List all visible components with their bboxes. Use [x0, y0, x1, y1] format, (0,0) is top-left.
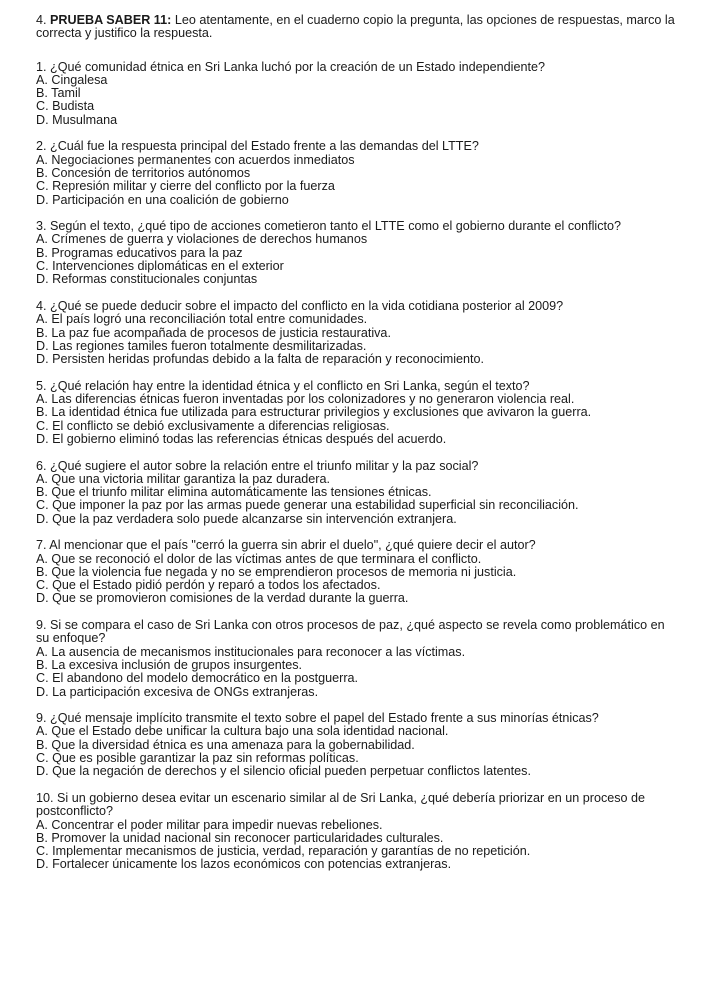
answer-option: A. La ausencia de mecanismos institucionales para reconocer a las víctimas.	[36, 644, 466, 659]
question-block	[36, 792, 676, 872]
answer-option: C. Budista	[36, 99, 95, 114]
answer-option: B. Promover la unidad nacional sin reconocer particularidades culturales.	[36, 830, 444, 845]
answer-option: B. Concesión de territorios autónomos	[36, 165, 251, 180]
question-block	[36, 380, 676, 446]
answer-option: D. Participación en una coalición de gobierno	[36, 192, 289, 207]
answer-option: D. La participación excesiva de ONGs extranjeras.	[36, 684, 319, 699]
question-text: 9. Si se compara el caso de Sri Lanka con otros procesos de paz, ¿qué aspecto se revela como problemático en su enfoque?	[36, 618, 665, 646]
answer-option: A. Concentrar el poder militar para impedir nuevas rebeliones.	[36, 817, 383, 832]
answer-option: B. Que la violencia fue negada y no se emprendieron procesos de memoria ni justicia.	[36, 564, 517, 579]
answer-option: C. Que el Estado pidió perdón y reparó a todos los afectados.	[36, 578, 381, 593]
question-text: 3. Según el texto, ¿qué tipo de acciones cometieron tanto el LTTE como el gobierno durante el conflicto?	[36, 219, 622, 234]
question-text: 5. ¿Qué relación hay entre la identidad étnica y el conflicto en Sri Lanka, según el texto?	[36, 378, 530, 393]
question-text: 9. ¿Qué mensaje implícito transmite el texto sobre el papel del Estado frente a sus minorías étnicas?	[36, 711, 599, 726]
section-number: 4.	[36, 13, 47, 27]
answer-option: D. Que la paz verdadera solo puede alcanzarse sin intervención extranjera.	[36, 511, 457, 526]
question-text: 2. ¿Cuál fue la respuesta principal del Estado frente a las demandas del LTTE?	[36, 139, 479, 154]
answer-option: D. El gobierno eliminó todas las referencias étnicas después del acuerdo.	[36, 431, 447, 446]
question-block	[36, 539, 676, 605]
answer-option: C. Intervenciones diplomáticas en el exterior	[36, 259, 284, 274]
question-list	[36, 61, 676, 872]
answer-option: C. Que imponer la paz por las armas puede generar una estabilidad superficial sin reconciliación.	[36, 498, 579, 513]
answer-option: C. El conflicto se debió exclusivamente a diferencias religiosas.	[36, 418, 390, 433]
answer-option: A. Negociaciones permanentes con acuerdos inmediatos	[36, 152, 355, 167]
answer-option: C. El abandono del modelo democrático en la postguerra.	[36, 671, 359, 686]
answer-option: B. Que el triunfo militar elimina automáticamente las tensiones étnicas.	[36, 485, 432, 500]
answer-option: D. Reformas constitucionales conjuntas	[36, 272, 258, 287]
answer-option: D. Persisten heridas profundas debido a la falta de reparación y reconocimiento.	[36, 352, 485, 367]
document-page	[36, 14, 676, 885]
instructions-text: Leo atentamente, en el cuaderno copio la pregunta, las opciones de respuestas, marco la correcta y justifico la respuesta.	[36, 13, 675, 41]
instructions	[36, 14, 676, 41]
answer-option: B. La paz fue acompañada de procesos de justicia restaurativa.	[36, 325, 391, 340]
question-block	[36, 712, 676, 778]
question-text: 4. ¿Qué se puede deducir sobre el impacto del conflicto en la vida cotidiana posterior al 2009?	[36, 298, 564, 313]
question-text: 7. Al mencionar que el país "cerró la guerra sin abrir el duelo", ¿qué quiere decir el autor?	[36, 538, 536, 553]
answer-option: A. Que una victoria militar garantiza la paz duradera.	[36, 471, 331, 486]
answer-option: A. Cingalesa	[36, 72, 108, 87]
answer-option: B. Programas educativos para la paz	[36, 245, 243, 260]
answer-option: D. Que se promovieron comisiones de la verdad durante la guerra.	[36, 591, 409, 606]
question-block	[36, 300, 676, 366]
question-block	[36, 140, 676, 206]
section-title: PRUEBA SABER 11:	[50, 13, 172, 27]
answer-option: D. Fortalecer únicamente los lazos económicos con potencias extranjeras.	[36, 857, 452, 872]
answer-option: B. Tamil	[36, 86, 81, 101]
answer-option: A. Las diferencias étnicas fueron inventadas por los colonizadores y no generaron violencia real.	[36, 392, 575, 407]
question-text: 10. Si un gobierno desea evitar un escenario similar al de Sri Lanka, ¿qué debería priorizar en un proceso de postconflicto?	[36, 790, 646, 819]
answer-option: A. Que se reconoció el dolor de las víctimas antes de que terminara el conflicto.	[36, 551, 482, 566]
answer-option: D. Musulmana	[36, 112, 118, 127]
question-block	[36, 220, 676, 286]
answer-option: B. Que la diversidad étnica es una amenaza para la gobernabilidad.	[36, 737, 415, 752]
answer-option: A. Que el Estado debe unificar la cultura bajo una sola identidad nacional.	[36, 724, 449, 739]
answer-option: D. Que la negación de derechos y el silencio oficial pueden perpetuar conflictos latentes.	[36, 764, 531, 779]
question-text: 6. ¿Qué sugiere el autor sobre la relación entre el triunfo militar y la paz social?	[36, 458, 479, 473]
answer-option: A. El país logró una reconciliación total entre comunidades.	[36, 312, 368, 327]
answer-option: D. Las regiones tamiles fueron totalmente desmilitarizadas.	[36, 338, 367, 353]
answer-option: C. Que es posible garantizar la paz sin reformas políticas.	[36, 751, 359, 766]
answer-option: C. Represión militar y cierre del conflicto por la fuerza	[36, 179, 335, 194]
answer-option: B. La identidad étnica fue utilizada para estructurar privilegios y exclusiones que avivaron la guerra.	[36, 405, 592, 420]
question-block	[36, 61, 676, 127]
answer-option: C. Implementar mecanismos de justicia, verdad, reparación y garantías de no repetición.	[36, 844, 531, 859]
question-block	[36, 619, 676, 699]
question-block	[36, 460, 676, 526]
answer-option: A. Crímenes de guerra y violaciones de derechos humanos	[36, 232, 368, 247]
question-text: 1. ¿Qué comunidad étnica en Sri Lanka luchó por la creación de un Estado independiente?	[36, 59, 545, 74]
answer-option: B. La excesiva inclusión de grupos insurgentes.	[36, 657, 303, 672]
